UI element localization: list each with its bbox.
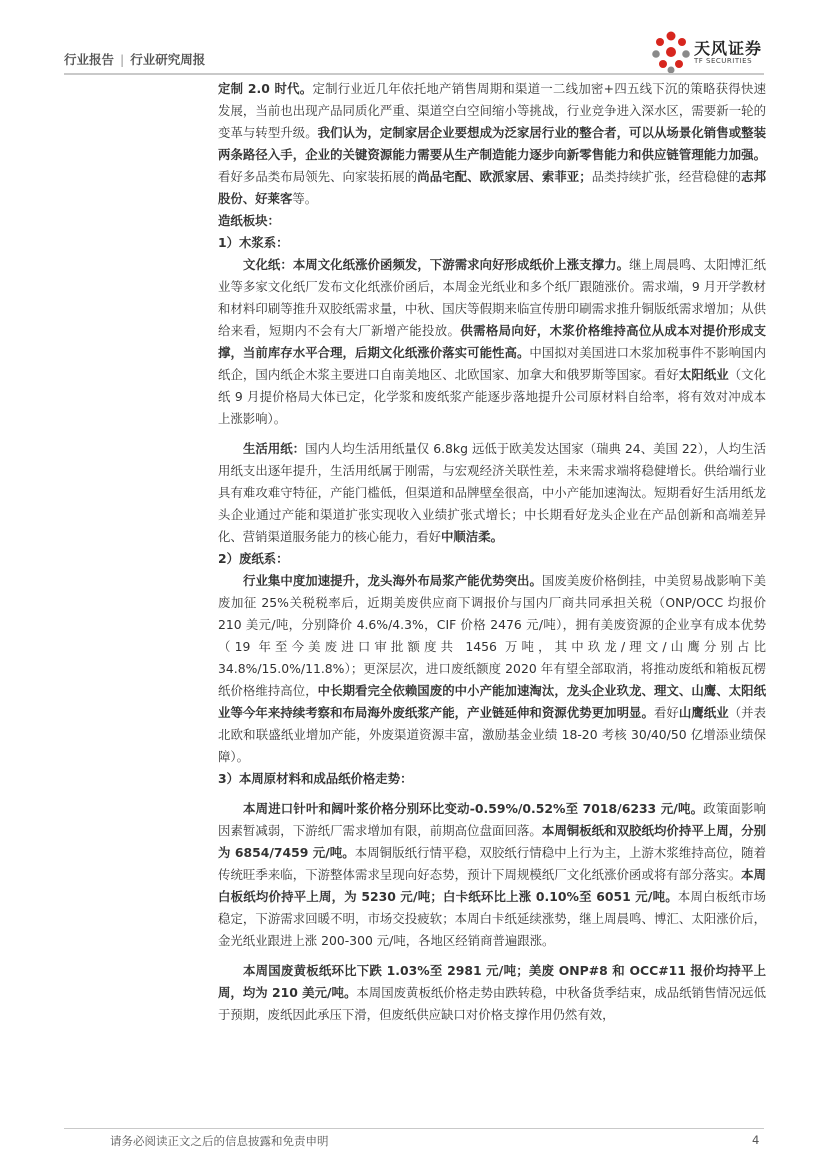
report-category: 行业报告 bbox=[64, 52, 115, 67]
pulp-heading: 1）木浆系： bbox=[218, 235, 289, 250]
report-body bbox=[218, 78, 766, 1026]
tissue-paper-paragraph: 生活用纸：国内人均生活用纸量仅 6.8kg 远低于欧美发达国家（瑞典 24、美国 22），人均生活用纸支出逐年提升，生活用纸属于刚需，与宏观经济关联性差，未来需求端将稳健增长。供给端行业具有难攻难守特征，产能门槛低，但渠道和品牌壁垒很高，中小产能加速淘汰。短期看好生活用纸龙头企业通过产能和渠道扩张实现收入业绩扩张式增长；中长期看好龙头企业在产品创新和高端差异化、营销渠道服务能力的核心能力，看好中顺洁柔。 bbox=[218, 441, 766, 544]
waste-price-paragraph: 本周国废黄板纸环比下跌 1.03%至 2981 元/吨；美废 ONP#8 和 OCC#11 报价均持平上周，均为 210 美元/吨。本周国废黄板纸价格走势由跌转稳，中秋备货季结束，成品纸销售情况远低于预期，废纸因此承压下滑，但废纸供应缺口对价格支撑作用仍然有效， bbox=[218, 963, 766, 1022]
price-trend-paragraph: 本周进口针叶和阔叶浆价格分别环比变动-0.59%/0.52%至 7018/6233 元/吨。政策面影响因素暂减弱，下游纸厂需求增加有限，前期高位盘面回落。本周铜板纸和双胶纸均价持平上周，分别为 6854/7459 元/吨。本周铜版纸行情平稳，双胶纸行情稳中上行为主，上游木浆维持高位，随着传统旺季来临，下游整体需求呈现向好态势，预计下周规模纸厂文化纸涨价函或将有部分落实。本周白板纸均价持平上周，为 5230 元/吨；白卡纸环比上涨 0.10%至 6051 元/吨。本周白板纸市场稳定，下游需求回暖不明，市场交投疲软；本周白卡纸延续涨势，继上周晨鸣、博汇、太阳涨价后，金光纸业跟进上涨 200-300 元/吨，各地区经销商普遍跟涨。 bbox=[218, 801, 767, 948]
page-number: 4 bbox=[752, 1133, 760, 1147]
logo-name-en: TF SECURITIES bbox=[694, 57, 753, 65]
logo-name-cn: 天风证券 bbox=[694, 39, 763, 58]
logo-flower-icon bbox=[650, 30, 692, 76]
header-report-category bbox=[64, 50, 205, 68]
intro-paragraph: 定制 2.0 时代。定制行业近几年依托地产销售周期和渠道一二线加密+四五线下沉的策略获得快速发展，当前也出现产品同质化严重、渠道空白空间缩小等挑战，行业竞争进入深水区，需要新一轮的变革与转型升级。我们认为，定制家居企业要想成为泛家居行业的整合者，可以从场景化销售或整装两条路径入手，企业的关键资源能力需要从生产制造能力逐步向新零售能力和供应链管理能力加强。看好多品类布局领先、向家装拓展的尚品宅配、欧派家居、索菲亚；品类持续扩张，经营稳健的志邦股份、好莱客等。 bbox=[218, 81, 767, 206]
footer-divider bbox=[64, 1128, 764, 1129]
waste-paper-heading: 2）废纸系： bbox=[218, 551, 289, 566]
footer-disclaimer: 请务必阅读正文之后的信息披露和免责申明 bbox=[110, 1134, 329, 1148]
cultural-paper-paragraph: 文化纸：本周文化纸涨价函频发，下游需求向好形成纸价上涨支撑力。继上周晨鸣、太阳博汇纸业等多家文化纸厂发布文化纸涨价函后，本周金光纸业和多个纸厂跟随涨价。需求端，9 月开学教材和材料印刷等推升双胶纸需求量，中秋、国庆等假期来临宣传册印刷需求推升铜版纸需求增加；从供给来看，短期内不会有大厂新增产能投放。供需格局向好，木浆价格维持高位从成本对提价形成支撑，当前库存水平合理，后期文化纸涨价落实可能性高。中国拟对美国进口木浆加税事件不影响国内纸企，国内纸企木浆主要进口自南美地区、北欧国家、加拿大和俄罗斯等国家。看好太阳纸业（文化纸 9 月提价格局大体已定，化学浆和废纸浆产能逐步落地提升公司原材料自给率，将有效对冲成本上涨影响）。 bbox=[218, 257, 767, 426]
waste-paper-paragraph: 行业集中度加速提升，龙头海外布局浆产能优势突出。国废美废价格倒挂，中美贸易战影响下美废加征 25%关税税率后，近期美废供应商下调报价与国内厂商共同承担关税（ONP/OCC 均报价 210 美元/吨，分别降价 4.6%/4.3%，CIF 价格 2476 元/吨），拥有美废资源的企业享有成本优势（19 年至今美废进口审批额度共 1456 万吨，其中玖龙/理文/山鹰分别占比 34.8%/15.0%/11.8%）；更深层次，进口废纸额度 2020 年有望全部取消，将推动废纸和箱板瓦楞纸价格维持高位，中长期看完全依赖国废的中小产能加速淘汰，龙头企业玖龙、理文、山鹰、太阳纸业等今年来持续考察和布局海外废纸浆产能，产业链延伸和资源优势更加明显。看好山鹰纸业（并表北欧和联盛纸业增加产能，外废渠道资源丰富，激励基金业绩 18-20 考核 30/40/50 亿增添业绩保障）。 bbox=[218, 573, 767, 764]
header-separator: | bbox=[120, 52, 125, 67]
header-divider bbox=[64, 73, 764, 75]
paper-section-title: 造纸板块： bbox=[218, 213, 280, 228]
price-trend-heading: 3）本周原材料和成品纸价格走势： bbox=[218, 771, 413, 786]
report-type: 行业研究周报 bbox=[130, 52, 206, 67]
